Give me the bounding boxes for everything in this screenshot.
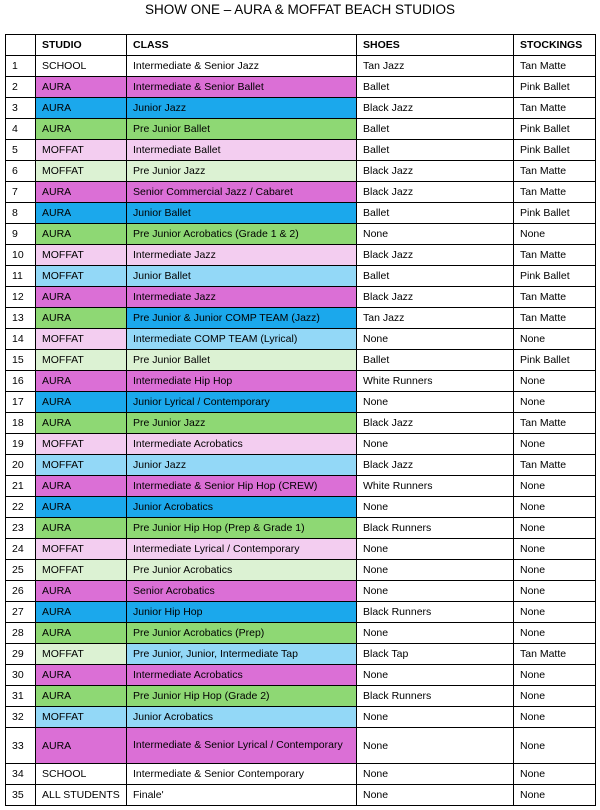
- table-row: [6, 266, 596, 287]
- row-stockings: None: [514, 560, 596, 581]
- table-row: [6, 161, 596, 182]
- row-stockings: Tan Matte: [514, 56, 596, 77]
- row-shoes: None: [357, 539, 514, 560]
- row-shoes: None: [357, 434, 514, 455]
- header-studio: STUDIO: [36, 35, 127, 56]
- row-studio: AURA: [36, 497, 127, 518]
- table-row: [6, 476, 596, 497]
- row-shoes: Black Jazz: [357, 98, 514, 119]
- row-number: 3: [6, 98, 36, 119]
- row-class: Pre Junior Hip Hop (Grade 2): [127, 686, 357, 707]
- row-studio: MOFFAT: [36, 707, 127, 728]
- row-number: 1: [6, 56, 36, 77]
- row-stockings: None: [514, 764, 596, 785]
- row-shoes: None: [357, 392, 514, 413]
- row-stockings: None: [514, 707, 596, 728]
- row-stockings: None: [514, 623, 596, 644]
- row-class: Intermediate Jazz: [127, 287, 357, 308]
- row-number: 30: [6, 665, 36, 686]
- row-number: 21: [6, 476, 36, 497]
- row-number: 34: [6, 764, 36, 785]
- table-row: [6, 98, 596, 119]
- row-number: 12: [6, 287, 36, 308]
- row-class: Pre Junior Acrobatics: [127, 560, 357, 581]
- row-stockings: Tan Matte: [514, 455, 596, 476]
- row-class: Junior Ballet: [127, 266, 357, 287]
- row-stockings: Tan Matte: [514, 413, 596, 434]
- row-studio: MOFFAT: [36, 455, 127, 476]
- row-class: Pre Junior Hip Hop (Prep & Grade 1): [127, 518, 357, 539]
- row-studio: MOFFAT: [36, 161, 127, 182]
- table-row: [6, 623, 596, 644]
- row-shoes: Black Jazz: [357, 413, 514, 434]
- page-title: SHOW ONE – AURA & MOFFAT BEACH STUDIOS: [144, 2, 456, 17]
- row-shoes: Ballet: [357, 266, 514, 287]
- row-class: Intermediate Lyrical / Contemporary: [127, 539, 357, 560]
- row-number: 32: [6, 707, 36, 728]
- row-class: Pre Junior, Junior, Intermediate Tap: [127, 644, 357, 665]
- row-number: 26: [6, 581, 36, 602]
- row-studio: AURA: [36, 308, 127, 329]
- row-stockings: Pink Ballet: [514, 266, 596, 287]
- row-shoes: None: [357, 764, 514, 785]
- row-number: 29: [6, 644, 36, 665]
- row-stockings: None: [514, 665, 596, 686]
- row-studio: MOFFAT: [36, 266, 127, 287]
- row-stockings: None: [514, 785, 596, 806]
- row-number: 22: [6, 497, 36, 518]
- row-stockings: None: [514, 686, 596, 707]
- row-shoes: None: [357, 224, 514, 245]
- row-studio: AURA: [36, 182, 127, 203]
- row-shoes: None: [357, 329, 514, 350]
- row-class: Pre Junior Acrobatics (Grade 1 & 2): [127, 224, 357, 245]
- table-header-row: [6, 35, 596, 56]
- row-studio: MOFFAT: [36, 644, 127, 665]
- row-class: Junior Lyrical / Contemporary: [127, 392, 357, 413]
- row-number: 31: [6, 686, 36, 707]
- row-class: Junior Acrobatics: [127, 707, 357, 728]
- row-studio: AURA: [36, 665, 127, 686]
- table-row: [6, 785, 596, 806]
- row-studio: AURA: [36, 203, 127, 224]
- row-studio: AURA: [36, 98, 127, 119]
- row-shoes: Black Tap: [357, 644, 514, 665]
- row-number: 24: [6, 539, 36, 560]
- row-class: Intermediate Hip Hop: [127, 371, 357, 392]
- row-number: 10: [6, 245, 36, 266]
- row-stockings: Pink Ballet: [514, 77, 596, 98]
- table-row: [6, 56, 596, 77]
- row-number: 7: [6, 182, 36, 203]
- row-class: Intermediate Ballet: [127, 140, 357, 161]
- row-class: Pre Junior Ballet: [127, 350, 357, 371]
- table-row: [6, 764, 596, 785]
- row-stockings: Pink Ballet: [514, 119, 596, 140]
- row-studio: MOFFAT: [36, 560, 127, 581]
- row-shoes: Black Jazz: [357, 287, 514, 308]
- row-shoes: Ballet: [357, 140, 514, 161]
- row-studio: AURA: [36, 686, 127, 707]
- row-shoes: Ballet: [357, 203, 514, 224]
- row-stockings: Pink Ballet: [514, 203, 596, 224]
- row-stockings: None: [514, 224, 596, 245]
- row-studio: AURA: [36, 728, 127, 764]
- row-shoes: Black Jazz: [357, 161, 514, 182]
- row-studio: AURA: [36, 476, 127, 497]
- row-stockings: None: [514, 371, 596, 392]
- header-stockings: STOCKINGS: [514, 35, 596, 56]
- row-number: 13: [6, 308, 36, 329]
- row-class: Intermediate & Senior Hip Hop (CREW): [127, 476, 357, 497]
- row-studio: SCHOOL: [36, 56, 127, 77]
- row-shoes: White Runners: [357, 476, 514, 497]
- table-row: [6, 329, 596, 350]
- row-number: 11: [6, 266, 36, 287]
- table-row: [6, 245, 596, 266]
- table-row: [6, 77, 596, 98]
- row-class: Intermediate & Senior Jazz: [127, 56, 357, 77]
- row-class: Pre Junior Acrobatics (Prep): [127, 623, 357, 644]
- row-stockings: Tan Matte: [514, 98, 596, 119]
- table-row: [6, 728, 596, 764]
- row-studio: MOFFAT: [36, 434, 127, 455]
- header-shoes: SHOES: [357, 35, 514, 56]
- row-number: 14: [6, 329, 36, 350]
- table-row: [6, 392, 596, 413]
- row-stockings: Tan Matte: [514, 161, 596, 182]
- row-shoes: None: [357, 728, 514, 764]
- row-shoes: Black Jazz: [357, 182, 514, 203]
- row-stockings: Tan Matte: [514, 644, 596, 665]
- row-shoes: None: [357, 623, 514, 644]
- table-row: [6, 455, 596, 476]
- row-shoes: None: [357, 581, 514, 602]
- row-number: 17: [6, 392, 36, 413]
- row-stockings: Pink Ballet: [514, 140, 596, 161]
- row-class: Pre Junior Jazz: [127, 161, 357, 182]
- row-shoes: None: [357, 665, 514, 686]
- row-studio: AURA: [36, 224, 127, 245]
- row-stockings: None: [514, 602, 596, 623]
- row-studio: AURA: [36, 518, 127, 539]
- row-studio: AURA: [36, 371, 127, 392]
- table-row: [6, 602, 596, 623]
- row-studio: AURA: [36, 413, 127, 434]
- row-studio: MOFFAT: [36, 539, 127, 560]
- row-number: 23: [6, 518, 36, 539]
- row-studio: MOFFAT: [36, 245, 127, 266]
- table-row: [6, 119, 596, 140]
- row-studio: AURA: [36, 287, 127, 308]
- row-studio: ALL STUDENTS: [36, 785, 127, 806]
- row-shoes: Black Runners: [357, 602, 514, 623]
- row-studio: MOFFAT: [36, 329, 127, 350]
- row-shoes: Tan Jazz: [357, 56, 514, 77]
- row-class: Intermediate & Senior Lyrical / Contemporary: [127, 728, 357, 764]
- row-stockings: Tan Matte: [514, 245, 596, 266]
- header-class: CLASS: [127, 35, 357, 56]
- row-class: Pre Junior Jazz: [127, 413, 357, 434]
- table-row: [6, 308, 596, 329]
- row-shoes: Black Runners: [357, 686, 514, 707]
- row-stockings: None: [514, 581, 596, 602]
- row-class: Intermediate Acrobatics: [127, 434, 357, 455]
- table-row: [6, 413, 596, 434]
- row-shoes: Tan Jazz: [357, 308, 514, 329]
- schedule-table: [5, 34, 596, 806]
- row-stockings: None: [514, 539, 596, 560]
- row-class: Pre Junior Ballet: [127, 119, 357, 140]
- row-stockings: Tan Matte: [514, 287, 596, 308]
- row-shoes: None: [357, 497, 514, 518]
- table-row: [6, 371, 596, 392]
- row-class: Finale': [127, 785, 357, 806]
- row-number: 27: [6, 602, 36, 623]
- table-row: [6, 686, 596, 707]
- row-shoes: Black Jazz: [357, 245, 514, 266]
- table-row: [6, 665, 596, 686]
- row-number: 6: [6, 161, 36, 182]
- row-shoes: Ballet: [357, 77, 514, 98]
- row-studio: AURA: [36, 119, 127, 140]
- row-studio: AURA: [36, 392, 127, 413]
- row-number: 4: [6, 119, 36, 140]
- row-number: 8: [6, 203, 36, 224]
- row-stockings: None: [514, 497, 596, 518]
- row-number: 20: [6, 455, 36, 476]
- row-stockings: None: [514, 518, 596, 539]
- row-class: Intermediate & Senior Contemporary: [127, 764, 357, 785]
- table-row: [6, 707, 596, 728]
- row-class: Senior Commercial Jazz / Cabaret: [127, 182, 357, 203]
- row-class: Junior Acrobatics: [127, 497, 357, 518]
- row-studio: AURA: [36, 77, 127, 98]
- row-studio: MOFFAT: [36, 140, 127, 161]
- row-shoes: Ballet: [357, 350, 514, 371]
- table-row: [6, 224, 596, 245]
- row-number: 18: [6, 413, 36, 434]
- row-stockings: Tan Matte: [514, 308, 596, 329]
- row-stockings: None: [514, 728, 596, 764]
- table-row: [6, 350, 596, 371]
- row-class: Intermediate COMP TEAM (Lyrical): [127, 329, 357, 350]
- table-row: [6, 518, 596, 539]
- row-studio: SCHOOL: [36, 764, 127, 785]
- row-class: Junior Ballet: [127, 203, 357, 224]
- table-row: [6, 644, 596, 665]
- row-studio: AURA: [36, 623, 127, 644]
- table-row: [6, 581, 596, 602]
- row-stockings: Pink Ballet: [514, 350, 596, 371]
- row-shoes: None: [357, 785, 514, 806]
- row-class: Intermediate Acrobatics: [127, 665, 357, 686]
- table-row: [6, 434, 596, 455]
- row-shoes: None: [357, 707, 514, 728]
- table-row: [6, 182, 596, 203]
- row-shoes: White Runners: [357, 371, 514, 392]
- row-number: 28: [6, 623, 36, 644]
- row-class: Junior Jazz: [127, 455, 357, 476]
- row-class: Intermediate Jazz: [127, 245, 357, 266]
- row-number: 2: [6, 77, 36, 98]
- row-stockings: None: [514, 476, 596, 497]
- row-number: 5: [6, 140, 36, 161]
- row-class: Junior Jazz: [127, 98, 357, 119]
- table-row: [6, 539, 596, 560]
- row-stockings: None: [514, 329, 596, 350]
- row-studio: AURA: [36, 602, 127, 623]
- row-number: 15: [6, 350, 36, 371]
- table-row: [6, 287, 596, 308]
- row-class: Junior Hip Hop: [127, 602, 357, 623]
- row-studio: MOFFAT: [36, 350, 127, 371]
- table-row: [6, 497, 596, 518]
- row-shoes: Black Jazz: [357, 455, 514, 476]
- row-number: 19: [6, 434, 36, 455]
- row-number: 9: [6, 224, 36, 245]
- row-studio: AURA: [36, 581, 127, 602]
- row-number: 35: [6, 785, 36, 806]
- row-shoes: Black Runners: [357, 518, 514, 539]
- table-row: [6, 203, 596, 224]
- row-class: Intermediate & Senior Ballet: [127, 77, 357, 98]
- row-class: Pre Junior & Junior COMP TEAM (Jazz): [127, 308, 357, 329]
- header-number: [6, 35, 36, 56]
- row-stockings: None: [514, 434, 596, 455]
- row-class: Senior Acrobatics: [127, 581, 357, 602]
- row-number: 33: [6, 728, 36, 764]
- table-row: [6, 560, 596, 581]
- row-stockings: None: [514, 392, 596, 413]
- row-stockings: Tan Matte: [514, 182, 596, 203]
- row-shoes: Ballet: [357, 119, 514, 140]
- row-number: 25: [6, 560, 36, 581]
- row-number: 16: [6, 371, 36, 392]
- table-row: [6, 140, 596, 161]
- row-shoes: None: [357, 560, 514, 581]
